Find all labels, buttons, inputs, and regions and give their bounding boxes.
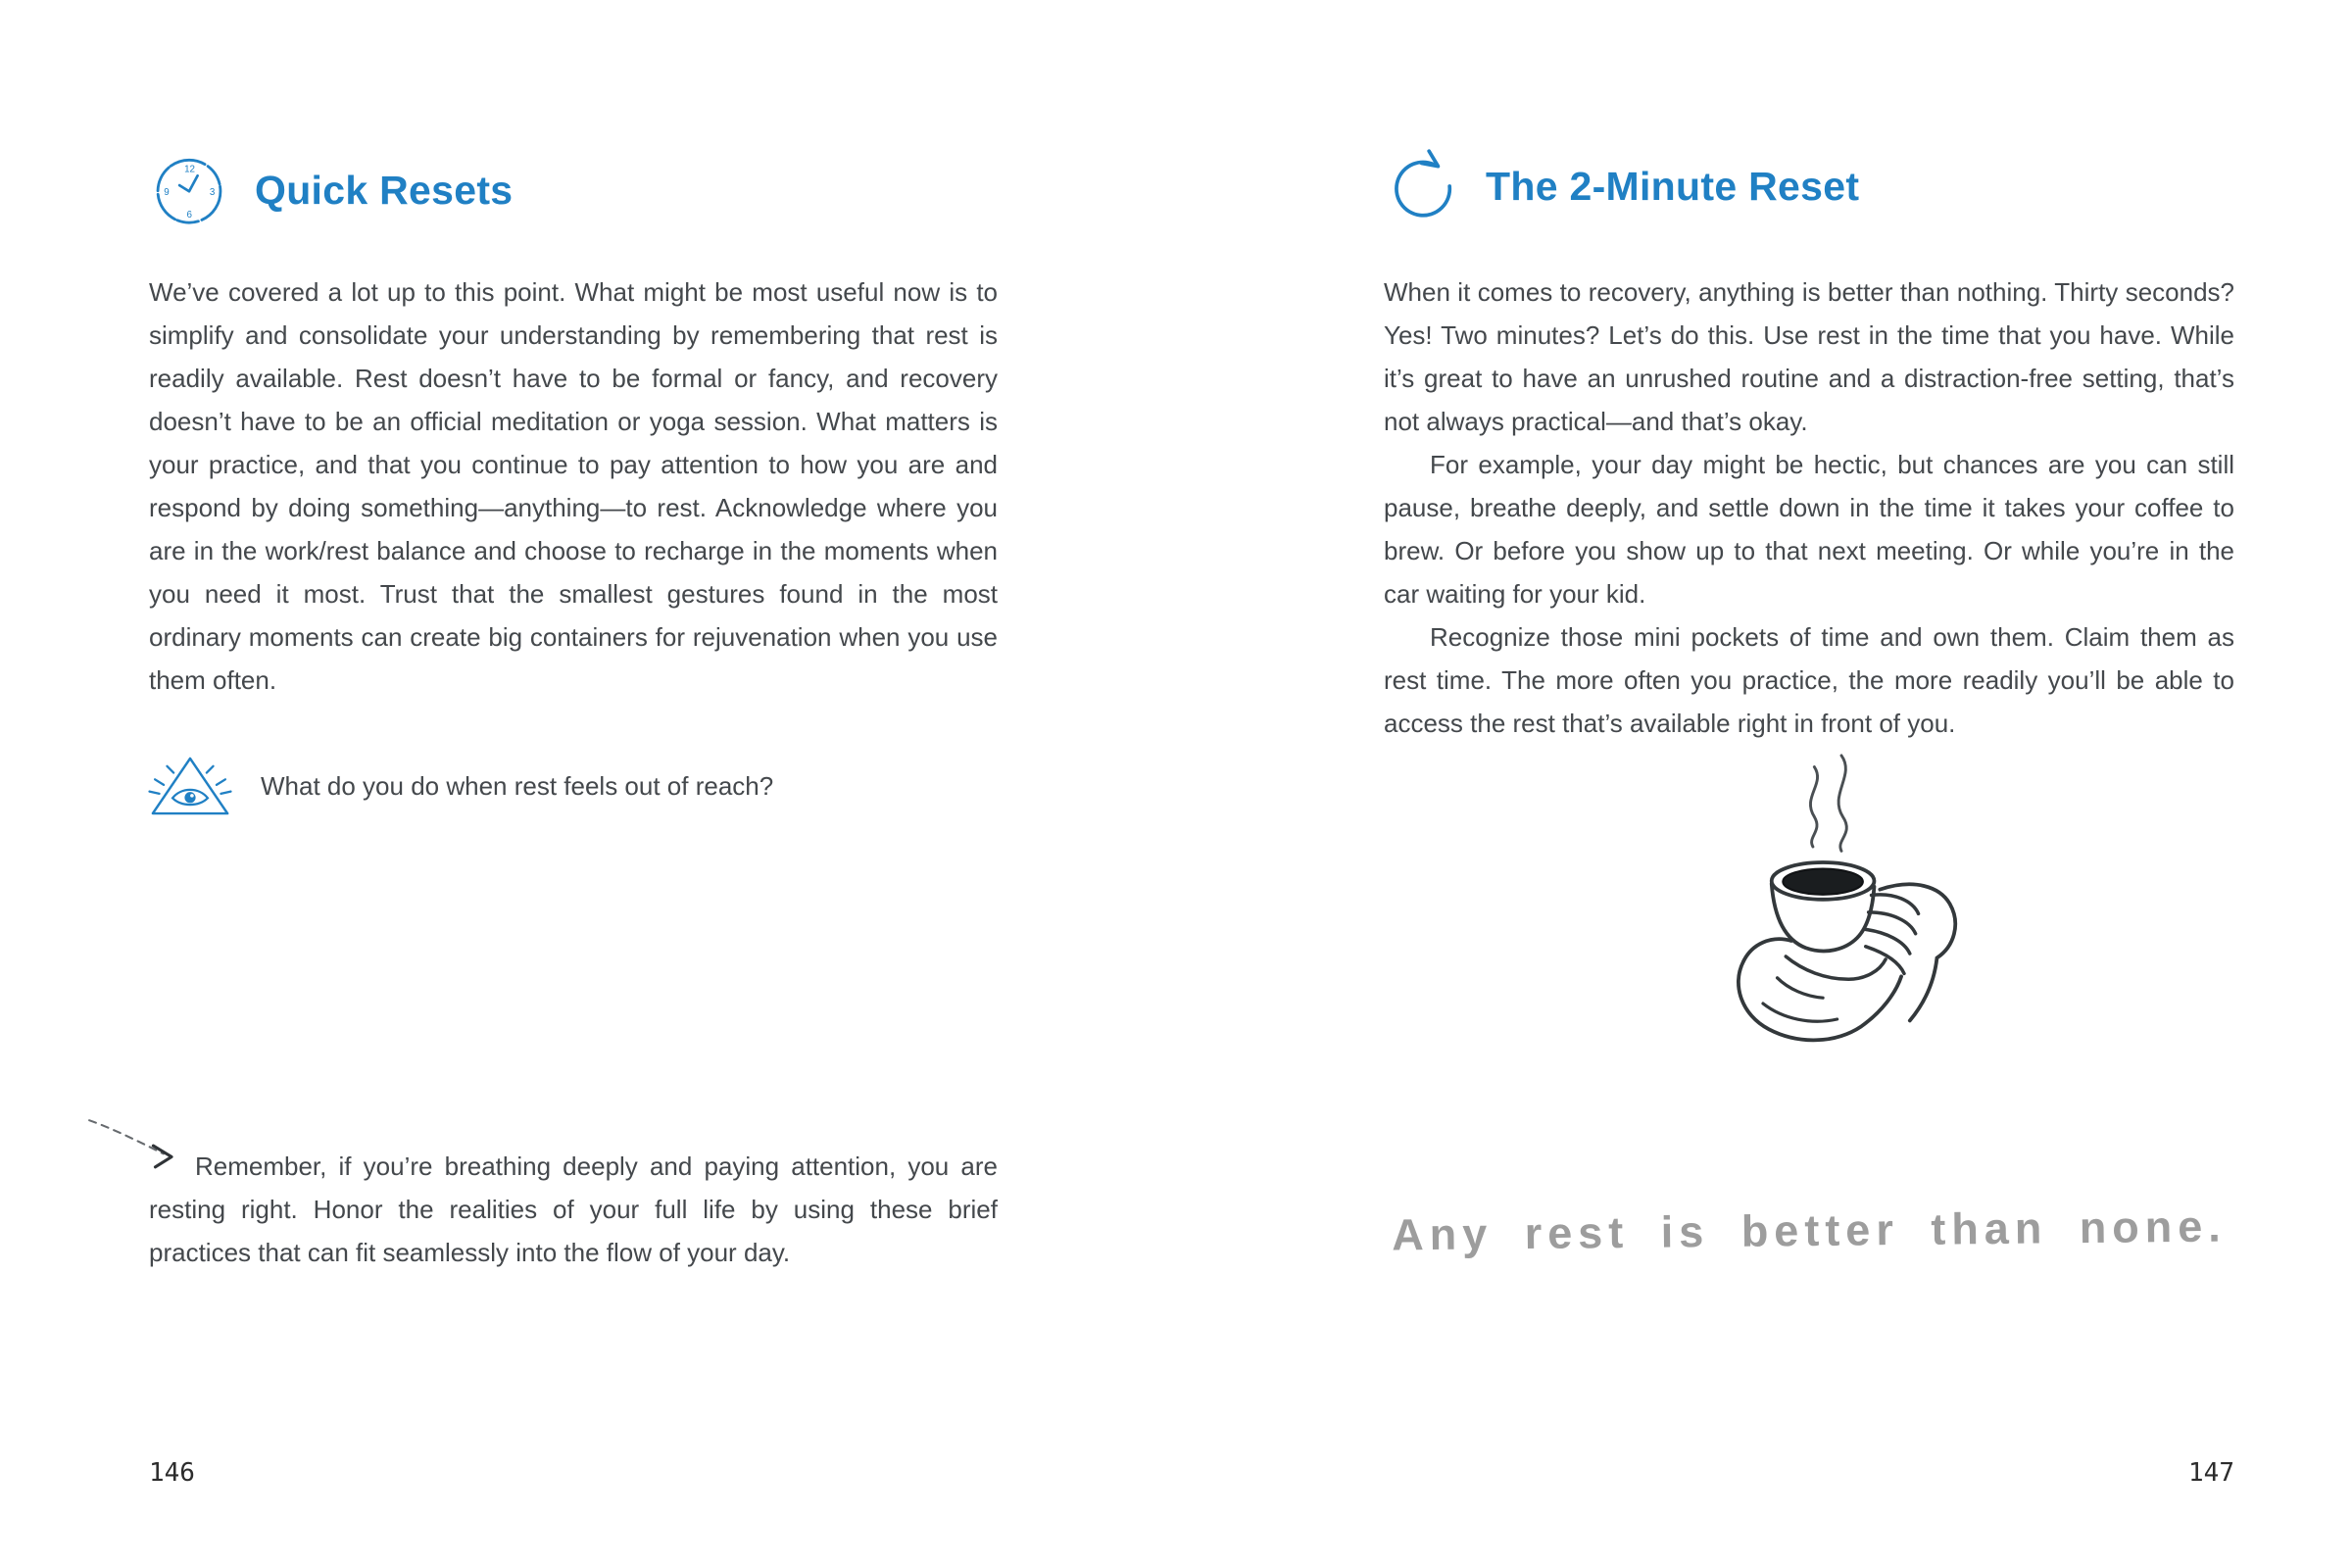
clock-numeral-9: 9 (164, 186, 170, 198)
right-paragraph-3: Recognize those mini pockets of time and own them. Claim them as rest time. The more often you practice, the more readily you’ll be able to access the rest that’s available right in front of you. (1384, 622, 2234, 738)
clock-icon (147, 145, 231, 235)
right-paragraph-2: For example, your day might be hectic, but chances are you can still pause, breathe deeply, and settle down in the time it takes your coffee to brew. Or before you show up to that next meeting. Or while you’re in the car waiting for your kid. (1384, 450, 2234, 609)
left-intro-paragraph: We’ve covered a lot up to this point. What might be most useful now is to simplify and consolidate your understanding by remembering that rest is readily available. Rest doesn’t have to be formal or fancy, and recovery doesn’t have to be an official meditation or yoga session. What matters is your practice, and that you continue to pay attention to how you are and respond by doing something—anything—to rest. Acknowledge where you are in the work/rest balance and choose to recharge in the moments when you need it most. Trust that the smallest gestures found in the most ordinary moments can create big containers for rejuvenation when you use them often. (149, 277, 998, 695)
clock-numeral-12: 12 (184, 164, 196, 175)
handwritten-caption: Any rest is better than none. (1391, 1200, 2228, 1260)
right-paragraph-1: When it comes to recovery, anything is better than nothing. Thirty seconds? Yes! Two minutes? Let’s do this. Use rest in the time that you have. While it’s great to have an unrushed routine and a distraction-free setting, that’s not always practical—and that’s okay. (1384, 277, 2234, 436)
right-heading-row (1384, 145, 2236, 227)
clock-numeral-6: 6 (186, 210, 193, 221)
clock-numeral-3: 3 (209, 186, 216, 198)
right-body (1384, 270, 2234, 745)
reflection-prompt (145, 751, 996, 821)
coffee-cup-hands-illustration (1654, 753, 1997, 1098)
left-heading-row (147, 145, 998, 235)
eye-in-triangle-icon (145, 751, 235, 821)
left-page-number: 146 (149, 1458, 195, 1488)
reset-arrow-icon (1384, 145, 1462, 227)
reflection-prompt-text: What do you do when rest feels out of reach? (261, 770, 774, 801)
left-note-paragraph: Remember, if you’re breathing deeply and paying attention, you are resting right. Honor the realities of your full life by using these brief practices that can fit seamlessly into the flow of your day. (149, 1152, 998, 1267)
left-page-title: Quick Resets (255, 167, 514, 213)
right-page-title: The 2-Minute Reset (1486, 163, 1860, 209)
right-page-number: 147 (2188, 1458, 2234, 1488)
